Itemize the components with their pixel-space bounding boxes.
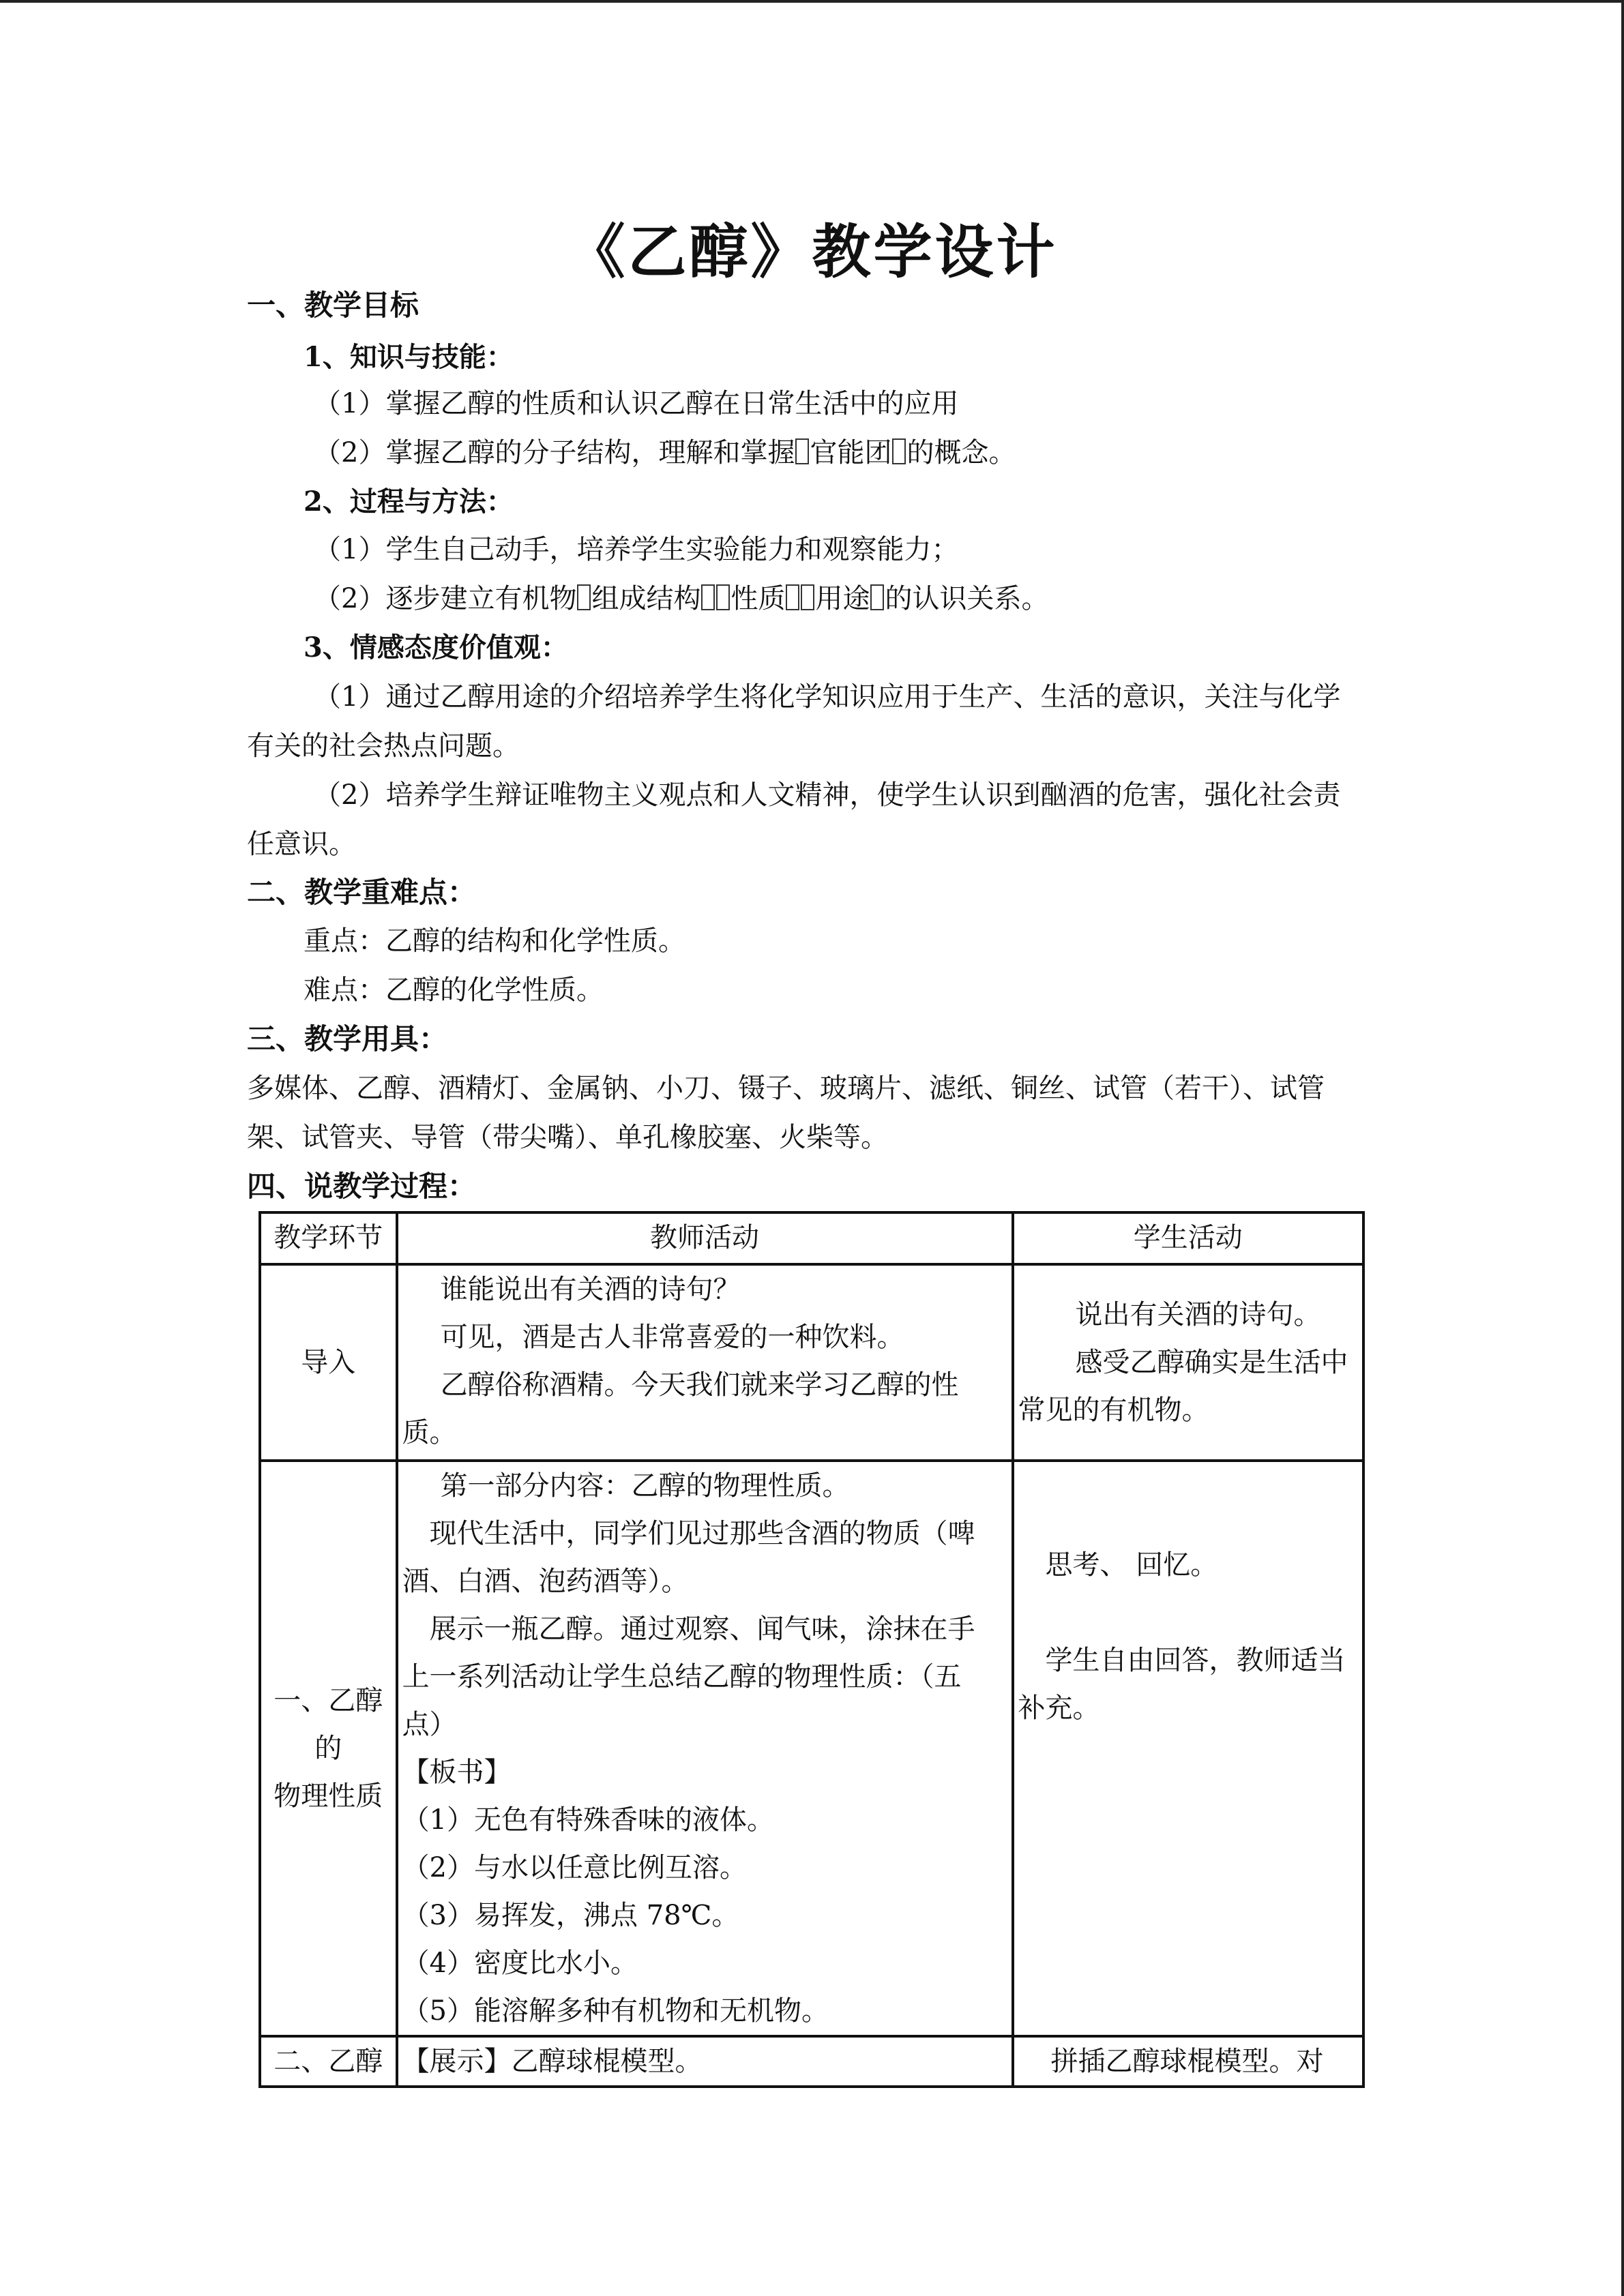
student-intro-line: 常见的有机物。	[1018, 1395, 1209, 1426]
page-right-border	[1621, 0, 1624, 2296]
missing-glyph-box	[795, 438, 809, 464]
teacher-line: 点）	[402, 1709, 457, 1740]
stage-structure: 二、乙醇	[260, 2036, 397, 2087]
teacher-intro	[397, 1264, 1013, 1461]
knowledge-item-1: （1）掌握乙醇的性质和认识乙醇在日常生活中的应用	[314, 388, 959, 419]
knowledge-item-2-term: 官能团	[810, 437, 892, 468]
values-item-1-line-1: （1）通过乙醇用途的介绍培养学生将化学知识应用于生产、生活的意识，关注与化学	[314, 681, 1341, 713]
section-2-heading: 二、教学重难点：	[247, 876, 477, 909]
process-item-2-part-b: 组成结构	[591, 583, 701, 614]
process-item-2-part-c: 性质	[730, 583, 786, 614]
property-item: （1）无色有特殊香味的液体。	[402, 1804, 775, 1836]
header-teacher-activity: 教师活动	[397, 1212, 1013, 1264]
teacher-intro-line: 质。	[402, 1417, 457, 1448]
teacher-line: 现代生活中，同学们见过那些含酒的物质（啤	[429, 1518, 975, 1549]
missing-glyph-box	[701, 584, 715, 610]
stage-physical-properties	[260, 1461, 397, 2036]
board-note-label: 【板书】	[402, 1757, 512, 1788]
process-item-2	[314, 582, 1048, 615]
stage-intro: 导入	[260, 1264, 397, 1461]
header-stage: 教学环节	[260, 1212, 397, 1264]
table-row-intro	[260, 1264, 1363, 1461]
subsection-knowledge-heading: 1、知识与技能：	[304, 341, 514, 373]
teacher-intro-line: 乙醇俗称酒精。今天我们就来学习乙醇的性	[440, 1369, 959, 1401]
teacher-line: 上一系列活动让学生总结乙醇的物理性质：（五	[402, 1661, 962, 1693]
teaching-process-table	[259, 1211, 1365, 2088]
property-item: （4）密度比水小。	[402, 1948, 638, 1979]
missing-glyph-box	[892, 438, 906, 464]
knowledge-item-2	[314, 436, 1016, 469]
section-1-heading: 一、教学目标	[247, 288, 419, 322]
teacher-line: 展示一瓶乙醇。通过观察、闻气味，涂抹在手	[429, 1613, 975, 1645]
difficult-point: 难点：乙醇的化学性质。	[304, 974, 604, 1006]
teacher-structure: 【展示】乙醇球棍模型。	[397, 2036, 1013, 2087]
missing-glyph-box	[577, 584, 591, 610]
stage-line: 一、乙醇	[274, 1685, 383, 1716]
key-point: 重点：乙醇的结构和化学性质。	[304, 925, 685, 957]
missing-glyph-box	[716, 584, 730, 610]
missing-glyph-box	[870, 584, 884, 610]
values-item-2-line-2: 任意识。	[247, 829, 356, 860]
property-item: （5）能溶解多种有机物和无机物。	[402, 1995, 829, 2027]
student-structure: 拼插乙醇球棍模型。对	[1013, 2036, 1364, 2087]
header-student-activity: 学生活动	[1013, 1212, 1364, 1264]
teacher-intro-line: 可见，酒是古人非常喜爱的一种饮料。	[440, 1322, 904, 1353]
section-3-heading: 三、教学用具：	[247, 1022, 448, 1056]
student-physical-properties	[1013, 1461, 1364, 2036]
stage-line: 的	[314, 1733, 342, 1764]
document-title: 《乙醇》教学设计	[566, 218, 1058, 286]
stage-line: 物理性质	[274, 1780, 383, 1812]
subsection-process-heading: 2、过程与方法：	[304, 486, 514, 518]
section-4-heading: 四、说教学过程：	[247, 1169, 477, 1203]
subsection-values-heading: 3、情感态度价值观：	[304, 631, 568, 664]
student-intro	[1013, 1264, 1364, 1461]
values-item-2-line-1: （2）培养学生辩证唯物主义观点和人文精神，使学生认识到酗酒的危害，强化社会责	[314, 779, 1341, 811]
missing-glyph-box	[801, 584, 814, 610]
tools-line-1: 多媒体、乙醇、酒精灯、金属钠、小刀、镊子、玻璃片、滤纸、铜丝、试管（若干）、试管	[247, 1073, 1325, 1104]
table-row-structure	[260, 2036, 1363, 2087]
values-item-1-line-2: 有关的社会热点问题。	[247, 730, 520, 762]
knowledge-item-2-suffix: 的概念。	[906, 437, 1016, 468]
process-item-2-part-e: 的认识关系。	[885, 583, 1049, 614]
process-item-1: （1）学生自己动手，培养学生实验能力和观察能力；	[314, 534, 959, 565]
page-top-border	[0, 0, 1624, 3]
property-item: （3）易挥发，沸点 78℃。	[402, 1900, 739, 1931]
student-line: 学生自由回答，教师适当	[1045, 1645, 1346, 1676]
student-intro-line: 感受乙醇确实是生活中	[1075, 1347, 1348, 1378]
property-item: （2）与水以任意比例互溶。	[402, 1852, 748, 1883]
teacher-physical-properties	[397, 1461, 1013, 2036]
teacher-intro-line: 谁能说出有关酒的诗句？	[440, 1274, 741, 1305]
student-line: 思考、 回忆。	[1045, 1549, 1218, 1581]
process-item-2-part-a: （2）逐步建立有机物	[314, 583, 577, 614]
tools-line-2: 架、试管夹、导管（带尖嘴）、单孔橡胶塞、火柴等。	[247, 1122, 888, 1153]
table-row-physical-properties	[260, 1461, 1363, 2036]
student-intro-line: 说出有关酒的诗句。	[1075, 1299, 1321, 1330]
missing-glyph-box	[786, 584, 799, 610]
teacher-line: 第一部分内容：乙醇的物理性质。	[440, 1470, 850, 1502]
knowledge-item-2-prefix: （2）掌握乙醇的分子结构，理解和掌握	[314, 437, 795, 468]
student-line: 补充。	[1018, 1693, 1100, 1724]
teacher-line: 酒、白酒、泡药酒等）。	[402, 1566, 689, 1597]
process-item-2-part-d: 用途	[815, 583, 870, 614]
table-header-row	[260, 1212, 1363, 1264]
